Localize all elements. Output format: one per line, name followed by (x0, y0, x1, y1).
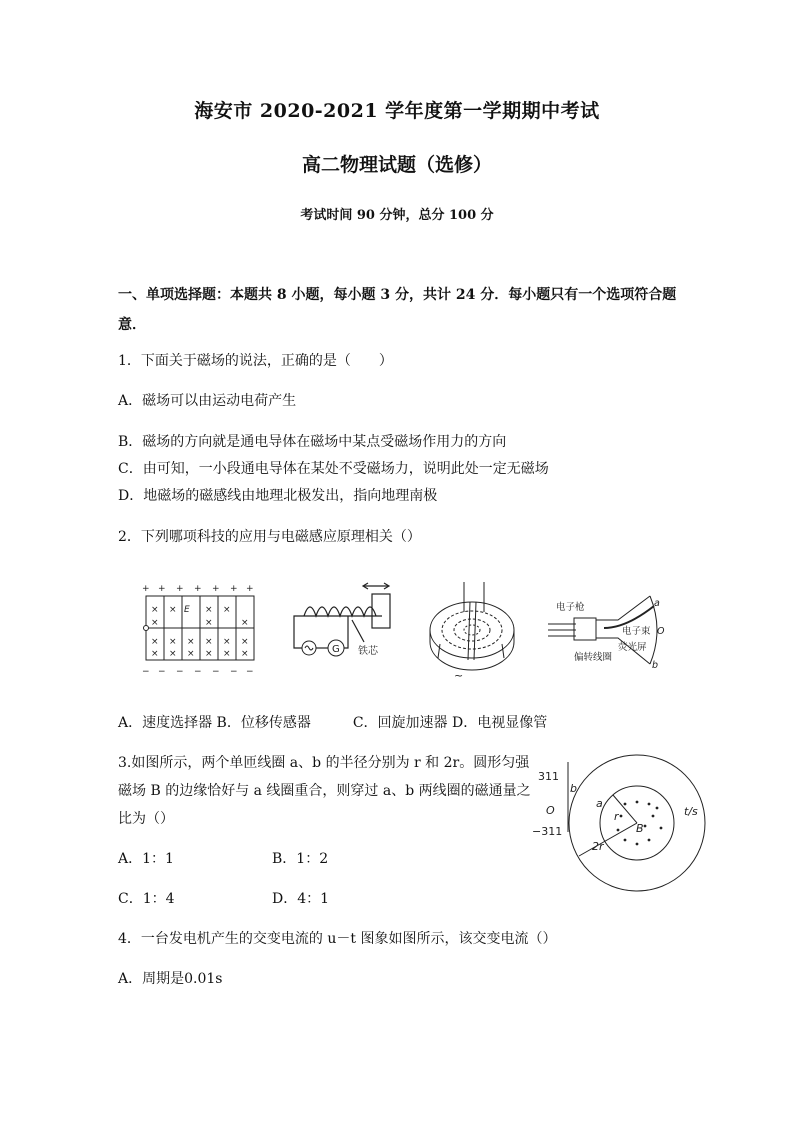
deflection-coil-label: 偏转线圈 (574, 652, 613, 663)
electron-gun-label: 电子枪 (556, 602, 585, 613)
q3-option-a: A．1：1 (118, 851, 174, 867)
graph-axis-t: t/s (684, 805, 698, 818)
svg-text:×: × (151, 618, 159, 628)
q3-stem-line1: 3.如图所示，两个单匝线圈 a、b 的半径分别为 r 和 2r。圆形匀强 (118, 755, 530, 771)
svg-text:×: × (151, 605, 159, 615)
tube-label-a: a (654, 598, 660, 609)
svg-text:×: × (205, 605, 213, 615)
svg-text:×: × (205, 649, 213, 659)
screen-label: 荧光屏 (618, 642, 647, 653)
svg-text:×: × (223, 649, 231, 659)
svg-text:×: × (169, 649, 177, 659)
svg-text:+: + (142, 584, 150, 594)
q1-option-a: A．磁场可以由运动电荷产生 (118, 393, 297, 409)
exam-title: 海安市 2020-2021 学年度第一学期期中考试 (194, 100, 600, 122)
q3-option-c: C．1：4 (118, 891, 175, 907)
galvanometer-label: G (332, 644, 340, 655)
electron-beam-label: 电子束 (622, 626, 651, 637)
field-label-B: B (636, 822, 644, 835)
q3-option-b: B．1：2 (272, 851, 329, 867)
tube-label-b: b (652, 660, 659, 671)
section-heading (118, 280, 688, 340)
q4-option-a: A．周期是0.01s (118, 971, 223, 987)
svg-text:−: − (176, 667, 184, 677)
svg-text:×: × (151, 649, 159, 659)
tube-label-O: O (657, 626, 665, 637)
exam-subtitle: 高二物理试题（选修） (301, 154, 492, 176)
svg-text:×: × (169, 637, 177, 647)
q1-option-b: B．磁场的方向就是通电导体在磁场中某点受磁场作用力的方向 (118, 434, 507, 450)
svg-text:×: × (223, 637, 231, 647)
graph-val-bottom: −311 (532, 825, 563, 838)
svg-text:×: × (223, 605, 231, 615)
exam-info: 考试时间 90 分钟，总分 100 分 (300, 208, 494, 223)
coil-label-r: r (614, 810, 619, 823)
figure-cyclotron (418, 578, 526, 682)
svg-text:−: − (194, 667, 202, 677)
svg-text:×: × (187, 649, 195, 659)
figure-displacement-sensor (282, 576, 402, 676)
svg-text:×: × (151, 637, 159, 647)
coil-label-2r: 2r (592, 840, 604, 853)
graph-origin: O (546, 804, 555, 817)
svg-text:+: + (246, 584, 254, 594)
svg-text:+: + (230, 584, 238, 594)
q3-stem-line2: 磁场 B 的边缘恰好与 a 线圈重合，则穿过 a、b 两线圈的磁通量之 (118, 783, 531, 799)
figure-coils (530, 752, 708, 894)
svg-text:−: − (246, 667, 254, 677)
svg-text:−: − (158, 667, 166, 677)
q2-stem: 2．下列哪项科技的应用与电磁感应原理相关（） (118, 529, 421, 545)
graph-val-top: 311 (538, 770, 559, 783)
figure-velocity-selector (138, 582, 258, 678)
svg-text:×: × (241, 618, 249, 628)
q1-option-c: C．由可知，一小段通电导体在某处不受磁场力，说明此处一定无磁场 (118, 461, 549, 477)
svg-text:×: × (241, 637, 249, 647)
svg-text:×: × (169, 605, 177, 615)
section-heading-line1: 一、单项选择题：本题共 8 小题，每小题 3 分，共计 24 分．每小题只有一个选项符合题 (118, 287, 677, 303)
coil-label-b: b (570, 782, 577, 795)
coil-label-a: a (596, 797, 603, 810)
svg-text:+: + (176, 584, 184, 594)
figure-tv-tube (546, 588, 672, 680)
svg-text:×: × (205, 618, 213, 628)
svg-text:×: × (205, 637, 213, 647)
selector-E-label: E (184, 605, 190, 615)
svg-text:−: − (212, 667, 220, 677)
svg-text:+: + (194, 584, 202, 594)
iron-core-label: 铁芯 (358, 646, 378, 657)
section-heading-line2: 意． (118, 317, 146, 333)
q3-option-d: D．4：1 (272, 891, 330, 907)
q1-option-d: D．地磁场的磁感线由地理北极发出，指向地理南极 (118, 488, 438, 504)
q4-stem: 4．一台发电机产生的交变电流的 u－t 图象如图所示，该交变电流（） (118, 931, 557, 947)
svg-text:+: + (158, 584, 166, 594)
ac-wave-label: ~ (454, 669, 464, 682)
q1-stem: 1．下面关于磁场的说法，正确的是（ ） (118, 353, 393, 369)
q3-stem-line3: 比为（） (118, 811, 174, 827)
svg-text:×: × (187, 637, 195, 647)
svg-text:−: − (142, 667, 150, 677)
svg-text:+: + (212, 584, 220, 594)
svg-text:×: × (241, 649, 249, 659)
q2-options: A．速度选择器 B．位移传感器 C．回旋加速器 D．电视显像管 (118, 715, 548, 731)
svg-text:−: − (230, 667, 238, 677)
